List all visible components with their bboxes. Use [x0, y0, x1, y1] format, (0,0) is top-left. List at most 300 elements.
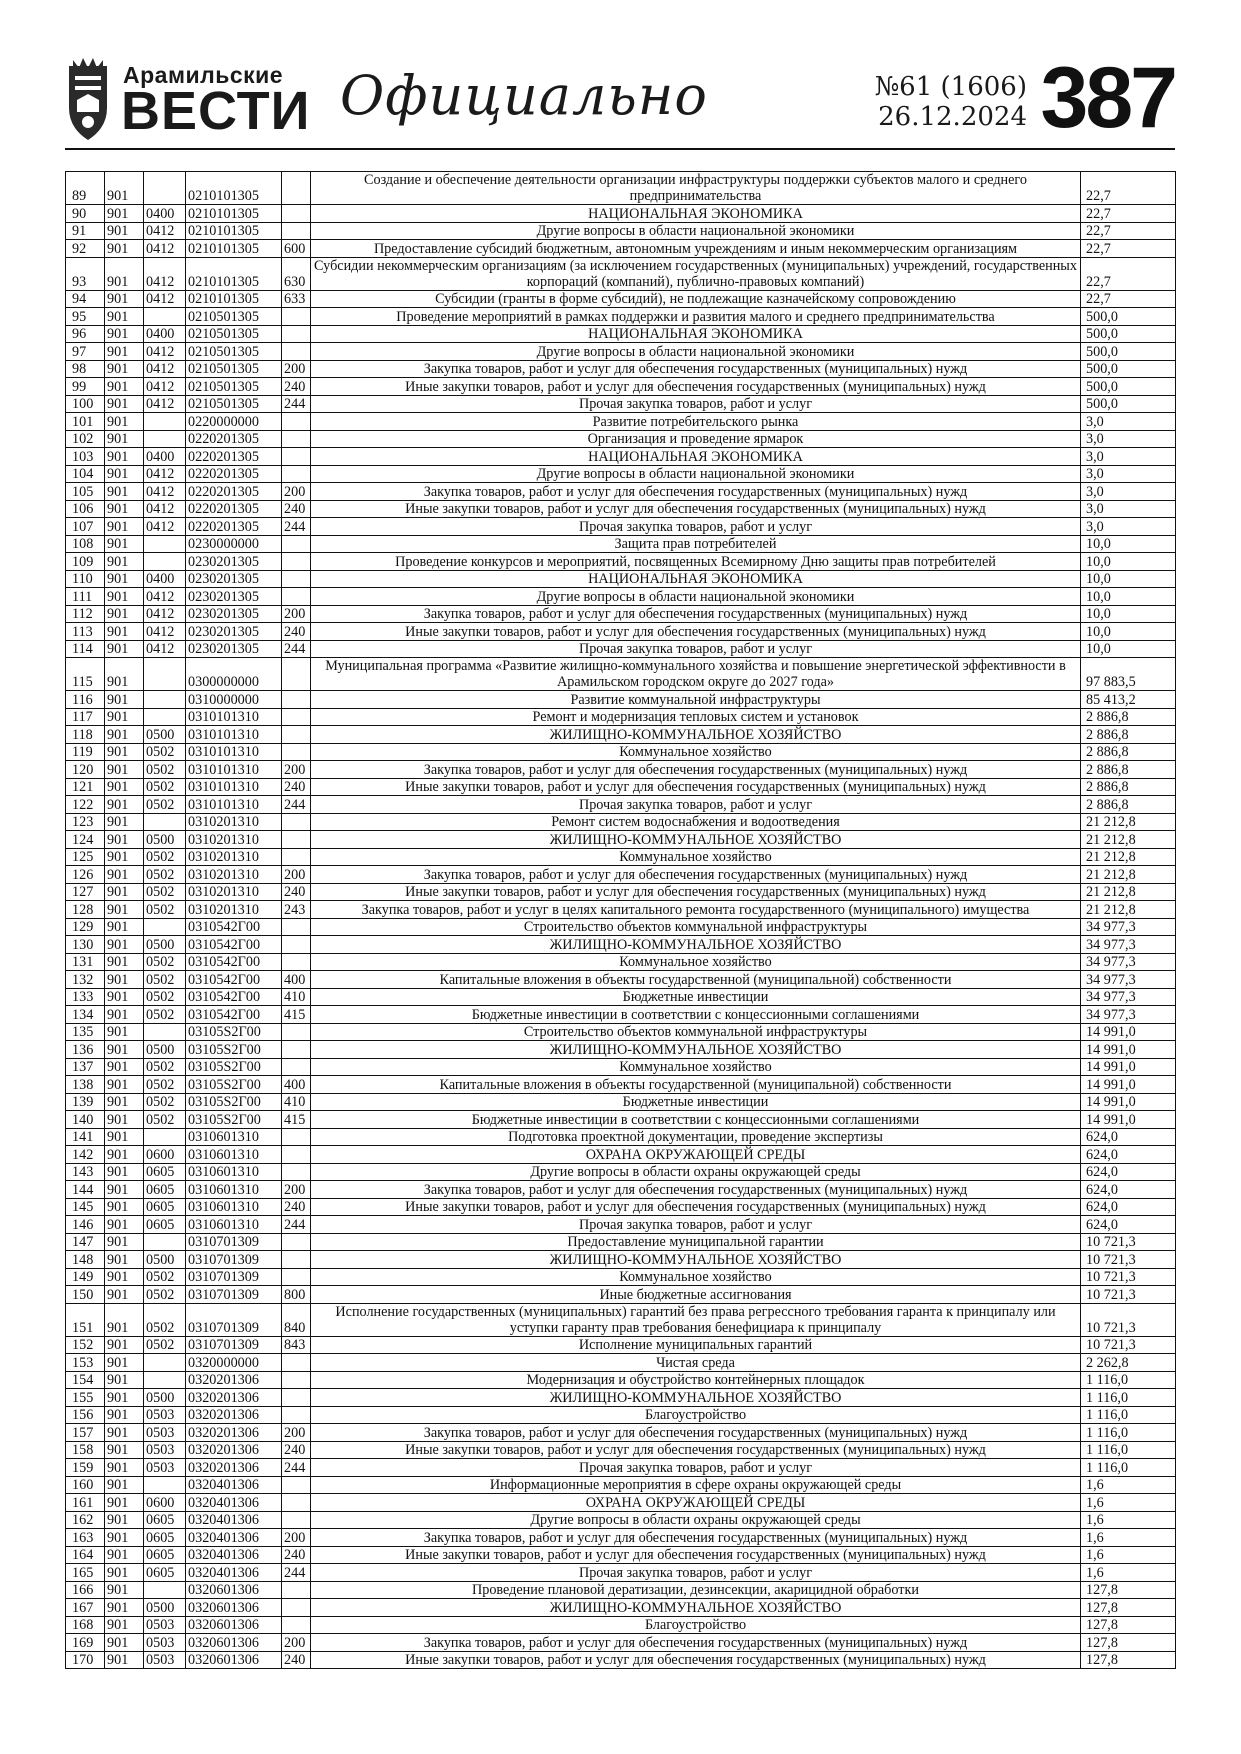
- row-number-cell: 105: [66, 483, 105, 501]
- table-row: [66, 308, 1176, 326]
- row-number-cell: 103: [66, 448, 105, 466]
- row-number-cell: 154: [66, 1371, 105, 1389]
- section-code-cell: 0500: [144, 1251, 186, 1269]
- expense-name-cell: Иные закупки товаров, работ и услуг для обеспечения государственных (муниципальных) нужд: [311, 623, 1081, 641]
- row-number-cell: 108: [66, 535, 105, 553]
- target-article-code-cell: 0320601306: [186, 1651, 282, 1669]
- expense-type-code-cell: [282, 831, 311, 849]
- section-code-cell: [144, 553, 186, 571]
- section-code-cell: [144, 430, 186, 448]
- expense-name-cell: Прочая закупка товаров, работ и услуг: [311, 395, 1081, 413]
- ministry-code-cell: 901: [105, 936, 144, 954]
- row-number-cell: 146: [66, 1216, 105, 1234]
- table-row: [66, 430, 1176, 448]
- ministry-code-cell: 901: [105, 1371, 144, 1389]
- ministry-code-cell: 901: [105, 796, 144, 814]
- expense-name-cell: Закупка товаров, работ и услуг для обеспечения государственных (муниципальных) нужд: [311, 360, 1081, 378]
- row-number-cell: 100: [66, 395, 105, 413]
- expense-name-cell: Бюджетные инвестиции в соответствии с концессионными соглашениями: [311, 1006, 1081, 1024]
- row-number-cell: 133: [66, 988, 105, 1006]
- ministry-code-cell: 901: [105, 971, 144, 989]
- target-article-code-cell: 0210501305: [186, 308, 282, 326]
- table-row: [66, 1128, 1176, 1146]
- section-code-cell: 0500: [144, 1599, 186, 1617]
- ministry-code-cell: 901: [105, 901, 144, 919]
- section-code-cell: 0500: [144, 831, 186, 849]
- expense-name-cell: Создание и обеспечение деятельности организации инфраструктуры поддержки субъектов малого и среднего предпринимательства: [311, 172, 1081, 205]
- ministry-code-cell: 901: [105, 848, 144, 866]
- row-number-cell: 104: [66, 465, 105, 483]
- ministry-code-cell: 901: [105, 413, 144, 431]
- section-code-cell: 0502: [144, 1006, 186, 1024]
- expense-type-code-cell: 240: [282, 1546, 311, 1564]
- ministry-code-cell: 901: [105, 761, 144, 779]
- ministry-code-cell: 901: [105, 1163, 144, 1181]
- table-row: [66, 172, 1176, 205]
- ministry-code-cell: 901: [105, 1111, 144, 1129]
- ministry-code-cell: 901: [105, 1006, 144, 1024]
- row-number-cell: 138: [66, 1076, 105, 1094]
- ministry-code-cell: 901: [105, 640, 144, 658]
- expense-type-code-cell: [282, 953, 311, 971]
- expense-name-cell: Защита прав потребителей: [311, 535, 1081, 553]
- section-code-cell: 0605: [144, 1529, 186, 1547]
- amount-cell: 22,7: [1081, 290, 1176, 308]
- target-article-code-cell: 03105S2Г00: [186, 1023, 282, 1041]
- row-number-cell: 95: [66, 308, 105, 326]
- target-article-code-cell: 0220201305: [186, 430, 282, 448]
- table-row: [66, 1093, 1176, 1111]
- expense-type-code-cell: 200: [282, 866, 311, 884]
- amount-cell: 14 991,0: [1081, 1023, 1176, 1041]
- target-article-code-cell: 0320401306: [186, 1564, 282, 1582]
- row-number-cell: 89: [66, 172, 105, 205]
- section-code-cell: [144, 413, 186, 431]
- amount-cell: 500,0: [1081, 395, 1176, 413]
- expense-type-code-cell: [282, 535, 311, 553]
- expense-name-cell: Бюджетные инвестиции: [311, 1093, 1081, 1111]
- target-article-code-cell: 0210501305: [186, 360, 282, 378]
- table-row: [66, 761, 1176, 779]
- expense-type-code-cell: 244: [282, 796, 311, 814]
- amount-cell: 2 262,8: [1081, 1354, 1176, 1372]
- expense-name-cell: Развитие потребительского рынка: [311, 413, 1081, 431]
- table-row: [66, 1651, 1176, 1669]
- target-article-code-cell: 0230201305: [186, 605, 282, 623]
- expense-type-code-cell: 843: [282, 1336, 311, 1354]
- table-row: [66, 1441, 1176, 1459]
- target-article-code-cell: 0320401306: [186, 1546, 282, 1564]
- section-code-cell: [144, 658, 186, 691]
- section-code-cell: 0502: [144, 1336, 186, 1354]
- expense-type-code-cell: 400: [282, 1076, 311, 1094]
- amount-cell: 127,8: [1081, 1651, 1176, 1669]
- table-row: [66, 1268, 1176, 1286]
- expense-name-cell: Муниципальная программа «Развитие жилищно-коммунального хозяйства и повышение энергетической эффективности в Арамильском городском округе до 2027 года»: [311, 658, 1081, 691]
- logo-top-text: Арамильские: [123, 62, 284, 88]
- section-code-cell: 0412: [144, 257, 186, 290]
- target-article-code-cell: 0320401306: [186, 1476, 282, 1494]
- section-code-cell: 0412: [144, 518, 186, 536]
- expense-name-cell: Другие вопросы в области национальной экономики: [311, 465, 1081, 483]
- expense-type-code-cell: [282, 1581, 311, 1599]
- expense-name-cell: Коммунальное хозяйство: [311, 953, 1081, 971]
- amount-cell: 1,6: [1081, 1564, 1176, 1582]
- section-code-cell: 0503: [144, 1424, 186, 1442]
- ministry-code-cell: 901: [105, 866, 144, 884]
- table-row: [66, 1371, 1176, 1389]
- row-number-cell: 115: [66, 658, 105, 691]
- target-article-code-cell: 0310701309: [186, 1233, 282, 1251]
- expense-name-cell: ОХРАНА ОКРУЖАЮЩЕЙ СРЕДЫ: [311, 1146, 1081, 1164]
- section-code-cell: 0502: [144, 971, 186, 989]
- section-code-cell: 0503: [144, 1651, 186, 1669]
- row-number-cell: 122: [66, 796, 105, 814]
- row-number-cell: 125: [66, 848, 105, 866]
- budget-table: [65, 171, 1176, 1669]
- section-code-cell: 0503: [144, 1459, 186, 1477]
- section-code-cell: [144, 1023, 186, 1041]
- section-code-cell: 0502: [144, 848, 186, 866]
- ministry-code-cell: 901: [105, 1058, 144, 1076]
- ministry-code-cell: 901: [105, 205, 144, 223]
- expense-name-cell: Исполнение муниципальных гарантий: [311, 1336, 1081, 1354]
- row-number-cell: 127: [66, 883, 105, 901]
- table-row: [66, 1111, 1176, 1129]
- section-code-cell: 0600: [144, 1494, 186, 1512]
- target-article-code-cell: 0310201310: [186, 813, 282, 831]
- target-article-code-cell: 0210101305: [186, 257, 282, 290]
- expense-name-cell: ЖИЛИЩНО-КОММУНАЛЬНОЕ ХОЗЯЙСТВО: [311, 1389, 1081, 1407]
- table-row: [66, 936, 1176, 954]
- row-number-cell: 169: [66, 1634, 105, 1652]
- table-row: [66, 1581, 1176, 1599]
- target-article-code-cell: 0310101310: [186, 796, 282, 814]
- ministry-code-cell: 901: [105, 1268, 144, 1286]
- ministry-code-cell: 901: [105, 708, 144, 726]
- section-code-cell: 0412: [144, 222, 186, 240]
- target-article-code-cell: 0310542Г00: [186, 953, 282, 971]
- section-code-cell: 0412: [144, 290, 186, 308]
- expense-name-cell: Иные закупки товаров, работ и услуг для обеспечения государственных (муниципальных) нужд: [311, 1546, 1081, 1564]
- expense-type-code-cell: 240: [282, 778, 311, 796]
- expense-type-code-cell: [282, 918, 311, 936]
- amount-cell: 127,8: [1081, 1581, 1176, 1599]
- amount-cell: 624,0: [1081, 1198, 1176, 1216]
- ministry-code-cell: 901: [105, 726, 144, 744]
- amount-cell: 22,7: [1081, 222, 1176, 240]
- ministry-code-cell: 901: [105, 360, 144, 378]
- expense-type-code-cell: [282, 743, 311, 761]
- ministry-code-cell: 901: [105, 1286, 144, 1304]
- table-row: [66, 413, 1176, 431]
- row-number-cell: 135: [66, 1023, 105, 1041]
- row-number-cell: 118: [66, 726, 105, 744]
- issue-info: [875, 72, 1027, 132]
- expense-type-code-cell: 240: [282, 500, 311, 518]
- expense-type-code-cell: [282, 1251, 311, 1269]
- expense-name-cell: Благоустройство: [311, 1616, 1081, 1634]
- section-code-cell: 0502: [144, 901, 186, 919]
- expense-type-code-cell: 200: [282, 605, 311, 623]
- target-article-code-cell: 0310701309: [186, 1303, 282, 1336]
- row-number-cell: 112: [66, 605, 105, 623]
- table-row: [66, 1023, 1176, 1041]
- target-article-code-cell: 0210101305: [186, 172, 282, 205]
- table-row: [66, 1546, 1176, 1564]
- section-code-cell: 0605: [144, 1511, 186, 1529]
- expense-type-code-cell: [282, 1058, 311, 1076]
- section-code-cell: 0503: [144, 1616, 186, 1634]
- ministry-code-cell: 901: [105, 518, 144, 536]
- ministry-code-cell: 901: [105, 1441, 144, 1459]
- amount-cell: 3,0: [1081, 465, 1176, 483]
- table-row: [66, 708, 1176, 726]
- ministry-code-cell: 901: [105, 691, 144, 709]
- amount-cell: 2 886,8: [1081, 708, 1176, 726]
- expense-name-cell: Другие вопросы в области национальной экономики: [311, 343, 1081, 361]
- target-article-code-cell: 0310701309: [186, 1268, 282, 1286]
- expense-name-cell: Другие вопросы в области охраны окружающей среды: [311, 1511, 1081, 1529]
- ministry-code-cell: 901: [105, 623, 144, 641]
- target-article-code-cell: 0310201310: [186, 831, 282, 849]
- target-article-code-cell: 0310201310: [186, 848, 282, 866]
- amount-cell: 2 886,8: [1081, 726, 1176, 744]
- expense-type-code-cell: [282, 726, 311, 744]
- expense-type-code-cell: 240: [282, 1441, 311, 1459]
- table-row: [66, 570, 1176, 588]
- section-code-cell: 0400: [144, 325, 186, 343]
- ministry-code-cell: 901: [105, 1076, 144, 1094]
- section-code-cell: 0502: [144, 1268, 186, 1286]
- expense-type-code-cell: 200: [282, 761, 311, 779]
- table-row: [66, 1529, 1176, 1547]
- ministry-code-cell: 901: [105, 1564, 144, 1582]
- row-number-cell: 107: [66, 518, 105, 536]
- target-article-code-cell: 0310601310: [186, 1163, 282, 1181]
- expense-name-cell: Субсидии некоммерческим организациям (за исключением государственных (муниципальных) учреждений, государственных корпораций (компаний), публично-правовых компаний): [311, 257, 1081, 290]
- amount-cell: 22,7: [1081, 240, 1176, 258]
- expense-name-cell: Подготовка проектной документации, проведение экспертизы: [311, 1128, 1081, 1146]
- ministry-code-cell: 901: [105, 308, 144, 326]
- row-number-cell: 109: [66, 553, 105, 571]
- expense-name-cell: Коммунальное хозяйство: [311, 1058, 1081, 1076]
- target-article-code-cell: 03105S2Г00: [186, 1041, 282, 1059]
- ministry-code-cell: 901: [105, 1251, 144, 1269]
- expense-name-cell: Исполнение государственных (муниципальных) гарантий без права регрессного требования гаранта к принципалу или уступки гаранту прав требования бенефициара к принципалу: [311, 1303, 1081, 1336]
- amount-cell: 624,0: [1081, 1216, 1176, 1234]
- ministry-code-cell: 901: [105, 1336, 144, 1354]
- section-code-cell: 0605: [144, 1163, 186, 1181]
- expense-type-code-cell: 415: [282, 1006, 311, 1024]
- newspaper-logo: [65, 56, 311, 142]
- row-number-cell: 132: [66, 971, 105, 989]
- amount-cell: 1 116,0: [1081, 1441, 1176, 1459]
- amount-cell: 10,0: [1081, 640, 1176, 658]
- row-number-cell: 97: [66, 343, 105, 361]
- row-number-cell: 147: [66, 1233, 105, 1251]
- target-article-code-cell: 03105S2Г00: [186, 1076, 282, 1094]
- table-row: [66, 500, 1176, 518]
- row-number-cell: 145: [66, 1198, 105, 1216]
- amount-cell: 1,6: [1081, 1494, 1176, 1512]
- row-number-cell: 124: [66, 831, 105, 849]
- table-row: [66, 448, 1176, 466]
- target-article-code-cell: 0310601310: [186, 1128, 282, 1146]
- expense-type-code-cell: [282, 658, 311, 691]
- row-number-cell: 151: [66, 1303, 105, 1336]
- table-row: [66, 1146, 1176, 1164]
- expense-type-code-cell: 244: [282, 1459, 311, 1477]
- ministry-code-cell: 901: [105, 465, 144, 483]
- amount-cell: 10,0: [1081, 588, 1176, 606]
- table-row: [66, 1181, 1176, 1199]
- amount-cell: 624,0: [1081, 1163, 1176, 1181]
- table-row: [66, 1634, 1176, 1652]
- expense-name-cell: Строительство объектов коммунальной инфраструктуры: [311, 1023, 1081, 1041]
- budget-table-body: [66, 172, 1176, 1669]
- ministry-code-cell: 901: [105, 1233, 144, 1251]
- amount-cell: 3,0: [1081, 430, 1176, 448]
- table-row: [66, 1076, 1176, 1094]
- amount-cell: 1 116,0: [1081, 1424, 1176, 1442]
- table-row: [66, 257, 1176, 290]
- expense-type-code-cell: [282, 588, 311, 606]
- row-number-cell: 130: [66, 936, 105, 954]
- expense-type-code-cell: 415: [282, 1111, 311, 1129]
- ministry-code-cell: 901: [105, 553, 144, 571]
- amount-cell: 10 721,3: [1081, 1286, 1176, 1304]
- ministry-code-cell: 901: [105, 1511, 144, 1529]
- ministry-code-cell: 901: [105, 500, 144, 518]
- amount-cell: 2 886,8: [1081, 796, 1176, 814]
- amount-cell: 1 116,0: [1081, 1371, 1176, 1389]
- expense-name-cell: Закупка товаров, работ и услуг для обеспечения государственных (муниципальных) нужд: [311, 761, 1081, 779]
- expense-name-cell: Капитальные вложения в объекты государственной (муниципальной) собственности: [311, 1076, 1081, 1094]
- amount-cell: 500,0: [1081, 360, 1176, 378]
- section-code-cell: [144, 918, 186, 936]
- ministry-code-cell: 901: [105, 1406, 144, 1424]
- expense-name-cell: Коммунальное хозяйство: [311, 848, 1081, 866]
- section-code-cell: [144, 1354, 186, 1372]
- row-number-cell: 90: [66, 205, 105, 223]
- expense-type-code-cell: 200: [282, 1529, 311, 1547]
- ministry-code-cell: 901: [105, 1128, 144, 1146]
- target-article-code-cell: 0320201306: [186, 1371, 282, 1389]
- table-row: [66, 901, 1176, 919]
- amount-cell: 21 212,8: [1081, 866, 1176, 884]
- expense-name-cell: Проведение плановой дератизации, дезинсекции, акарицидной обработки: [311, 1581, 1081, 1599]
- ministry-code-cell: 901: [105, 1616, 144, 1634]
- table-row: [66, 726, 1176, 744]
- amount-cell: 624,0: [1081, 1181, 1176, 1199]
- expense-type-code-cell: 633: [282, 290, 311, 308]
- amount-cell: 10,0: [1081, 605, 1176, 623]
- amount-cell: 500,0: [1081, 308, 1176, 326]
- expense-name-cell: ОХРАНА ОКРУЖАЮЩЕЙ СРЕДЫ: [311, 1494, 1081, 1512]
- expense-name-cell: Закупка товаров, работ и услуг для обеспечения государственных (муниципальных) нужд: [311, 866, 1081, 884]
- expense-name-cell: Иные закупки товаров, работ и услуг для обеспечения государственных (муниципальных) нужд: [311, 883, 1081, 901]
- amount-cell: 10,0: [1081, 570, 1176, 588]
- table-row: [66, 623, 1176, 641]
- ministry-code-cell: 901: [105, 1023, 144, 1041]
- target-article-code-cell: 0210101305: [186, 290, 282, 308]
- row-number-cell: 168: [66, 1616, 105, 1634]
- target-article-code-cell: 0210501305: [186, 395, 282, 413]
- amount-cell: 14 991,0: [1081, 1093, 1176, 1111]
- expense-name-cell: Ремонт систем водоснабжения и водоотведения: [311, 813, 1081, 831]
- section-code-cell: 0412: [144, 500, 186, 518]
- table-row: [66, 1389, 1176, 1407]
- target-article-code-cell: 0310101310: [186, 778, 282, 796]
- expense-type-code-cell: [282, 172, 311, 205]
- table-row: [66, 1354, 1176, 1372]
- amount-cell: 14 991,0: [1081, 1058, 1176, 1076]
- expense-type-code-cell: 244: [282, 395, 311, 413]
- expense-type-code-cell: [282, 1233, 311, 1251]
- ministry-code-cell: 901: [105, 1041, 144, 1059]
- target-article-code-cell: 0210101305: [186, 222, 282, 240]
- row-number-cell: 114: [66, 640, 105, 658]
- amount-cell: 127,8: [1081, 1634, 1176, 1652]
- target-article-code-cell: 0310201310: [186, 883, 282, 901]
- table-row: [66, 831, 1176, 849]
- row-number-cell: 121: [66, 778, 105, 796]
- ministry-code-cell: 901: [105, 430, 144, 448]
- row-number-cell: 158: [66, 1441, 105, 1459]
- section-code-cell: 0412: [144, 588, 186, 606]
- amount-cell: 1 116,0: [1081, 1459, 1176, 1477]
- amount-cell: 34 977,3: [1081, 953, 1176, 971]
- expense-name-cell: Субсидии (гранты в форме субсидий), не подлежащие казначейскому сопровождению: [311, 290, 1081, 308]
- expense-name-cell: Бюджетные инвестиции: [311, 988, 1081, 1006]
- ministry-code-cell: 901: [105, 1494, 144, 1512]
- target-article-code-cell: 0320201306: [186, 1459, 282, 1477]
- expense-type-code-cell: 200: [282, 483, 311, 501]
- section-code-cell: 0502: [144, 953, 186, 971]
- expense-type-code-cell: [282, 1268, 311, 1286]
- section-code-cell: 0502: [144, 778, 186, 796]
- expense-name-cell: Предоставление субсидий бюджетным, автономным учреждениям и иным некоммерческим организациям: [311, 240, 1081, 258]
- section-code-cell: 0503: [144, 1634, 186, 1652]
- issue-date: 26.12.2024: [878, 102, 1027, 132]
- expense-name-cell: Закупка товаров, работ и услуг для обеспечения государственных (муниципальных) нужд: [311, 1529, 1081, 1547]
- row-number-cell: 113: [66, 623, 105, 641]
- row-number-cell: 134: [66, 1006, 105, 1024]
- amount-cell: 22,7: [1081, 172, 1176, 205]
- expense-type-code-cell: 244: [282, 1216, 311, 1234]
- expense-type-code-cell: [282, 448, 311, 466]
- target-article-code-cell: 0320401306: [186, 1494, 282, 1512]
- row-number-cell: 98: [66, 360, 105, 378]
- table-row: [66, 743, 1176, 761]
- table-row: [66, 518, 1176, 536]
- target-article-code-cell: 0220201305: [186, 483, 282, 501]
- ministry-code-cell: 901: [105, 1529, 144, 1547]
- row-number-cell: 139: [66, 1093, 105, 1111]
- expense-name-cell: ЖИЛИЩНО-КОММУНАЛЬНОЕ ХОЗЯЙСТВО: [311, 726, 1081, 744]
- ministry-code-cell: 901: [105, 172, 144, 205]
- ministry-code-cell: 901: [105, 1389, 144, 1407]
- ministry-code-cell: 901: [105, 588, 144, 606]
- section-code-cell: 0605: [144, 1564, 186, 1582]
- expense-name-cell: Прочая закупка товаров, работ и услуг: [311, 640, 1081, 658]
- expense-type-code-cell: 400: [282, 971, 311, 989]
- table-row: [66, 1406, 1176, 1424]
- row-number-cell: 153: [66, 1354, 105, 1372]
- ministry-code-cell: 901: [105, 883, 144, 901]
- table-row: [66, 971, 1176, 989]
